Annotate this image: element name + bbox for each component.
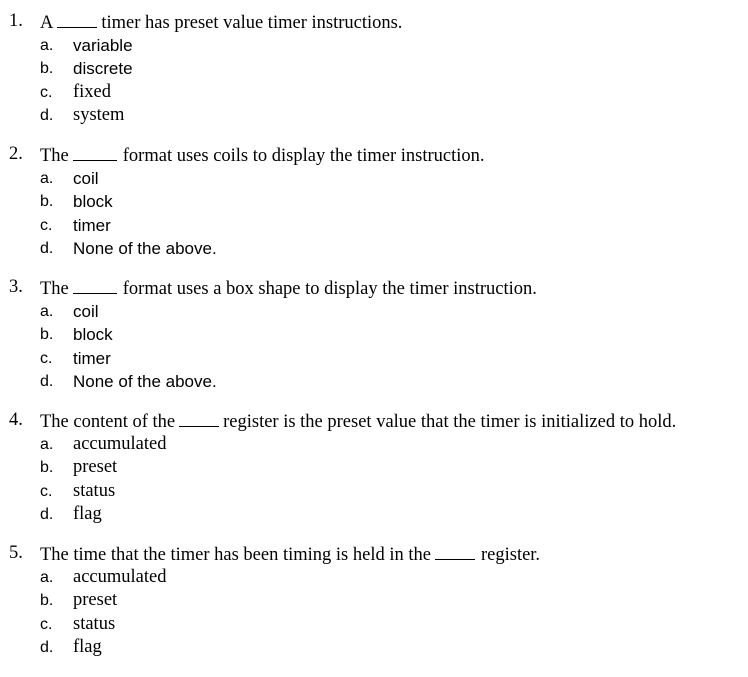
question-stem bbox=[0, 143, 748, 167]
option-text: block bbox=[73, 325, 113, 344]
stem-after: format uses a box shape to display the timer instruction. bbox=[122, 279, 537, 299]
option-letter: a. bbox=[40, 568, 54, 586]
option-letter: c. bbox=[40, 482, 53, 500]
option-letter: b. bbox=[40, 592, 54, 609]
answer-blank bbox=[73, 143, 117, 161]
question-text bbox=[40, 542, 540, 568]
stem-before: The time that the timer has been timing is held in the bbox=[40, 545, 431, 565]
option-a bbox=[0, 300, 748, 324]
question-number: 3. bbox=[9, 277, 23, 297]
option-a bbox=[0, 566, 748, 590]
question-number: 1. bbox=[9, 11, 23, 31]
option-letter: d. bbox=[40, 373, 54, 390]
question-stem bbox=[0, 10, 748, 34]
option-b bbox=[0, 57, 748, 81]
option-letter: b. bbox=[40, 193, 54, 210]
question-text bbox=[40, 276, 537, 302]
option-letter: b. bbox=[40, 326, 54, 343]
option-c bbox=[0, 81, 748, 105]
answer-blank bbox=[435, 542, 475, 560]
option-letter: d. bbox=[40, 240, 54, 257]
stem-before: The content of the bbox=[40, 412, 176, 432]
option-text: None of the above. bbox=[73, 372, 217, 391]
option-c bbox=[0, 480, 748, 504]
stem-before: The bbox=[40, 146, 69, 166]
option-c bbox=[0, 214, 748, 238]
option-letter: c. bbox=[40, 615, 53, 633]
option-letter: a. bbox=[40, 302, 54, 320]
option-letter: b. bbox=[40, 459, 54, 476]
option-b bbox=[0, 190, 748, 214]
question-stem bbox=[0, 542, 748, 566]
option-d bbox=[0, 370, 748, 394]
option-letter: c. bbox=[40, 83, 53, 101]
question-number: 2. bbox=[9, 144, 23, 164]
option-text: coil bbox=[73, 168, 99, 188]
option-text: status bbox=[73, 613, 116, 634]
option-text: timer bbox=[73, 215, 111, 235]
option-d bbox=[0, 636, 748, 660]
option-letter: a. bbox=[40, 36, 54, 54]
option-b bbox=[0, 323, 748, 347]
option-text: coil bbox=[73, 301, 99, 321]
option-text: variable bbox=[73, 35, 133, 55]
question-text bbox=[40, 10, 402, 36]
option-text: block bbox=[73, 192, 113, 211]
question-stem bbox=[0, 409, 748, 433]
option-text: status bbox=[73, 480, 116, 501]
answer-blank bbox=[73, 276, 117, 294]
option-text: accumulated bbox=[73, 433, 167, 454]
option-c bbox=[0, 613, 748, 637]
option-text: flag bbox=[73, 504, 102, 524]
option-letter: b. bbox=[40, 60, 54, 77]
question-number: 4. bbox=[9, 410, 23, 430]
stem-after: register. bbox=[480, 545, 541, 565]
question-3 bbox=[0, 276, 748, 394]
option-a bbox=[0, 167, 748, 191]
option-text: system bbox=[73, 105, 125, 125]
option-d bbox=[0, 503, 748, 527]
stem-after: timer has preset value timer instructions. bbox=[101, 13, 403, 33]
question-5 bbox=[0, 542, 748, 660]
option-text: accumulated bbox=[73, 566, 167, 587]
option-letter: d. bbox=[40, 506, 54, 523]
option-letter: a. bbox=[40, 435, 54, 453]
option-text: fixed bbox=[73, 81, 112, 102]
answer-blank bbox=[57, 10, 97, 28]
option-text: preset bbox=[73, 457, 118, 477]
question-text bbox=[40, 143, 484, 169]
option-b bbox=[0, 589, 748, 613]
option-letter: a. bbox=[40, 169, 54, 187]
question-text bbox=[40, 409, 676, 435]
question-2 bbox=[0, 143, 748, 261]
option-a bbox=[0, 433, 748, 457]
stem-after: format uses coils to display the timer instruction. bbox=[122, 146, 485, 166]
option-text: discrete bbox=[73, 59, 133, 78]
option-letter: d. bbox=[40, 639, 54, 656]
stem-before: A bbox=[40, 13, 54, 33]
answer-blank bbox=[179, 409, 219, 427]
question-1 bbox=[0, 10, 748, 128]
stem-before: The bbox=[40, 279, 69, 299]
option-text: timer bbox=[73, 348, 111, 368]
option-d bbox=[0, 104, 748, 128]
option-letter: c. bbox=[40, 216, 53, 234]
option-text: None of the above. bbox=[73, 239, 217, 258]
option-a bbox=[0, 34, 748, 58]
option-text: preset bbox=[73, 590, 118, 610]
option-letter: c. bbox=[40, 349, 53, 367]
option-letter: d. bbox=[40, 107, 54, 124]
option-c bbox=[0, 347, 748, 371]
question-stem bbox=[0, 276, 748, 300]
option-b bbox=[0, 456, 748, 480]
stem-after: register is the preset value that the timer is initialized to hold. bbox=[223, 412, 677, 432]
question-4 bbox=[0, 409, 748, 527]
option-d bbox=[0, 237, 748, 261]
option-text: flag bbox=[73, 637, 102, 657]
question-number: 5. bbox=[9, 543, 23, 563]
